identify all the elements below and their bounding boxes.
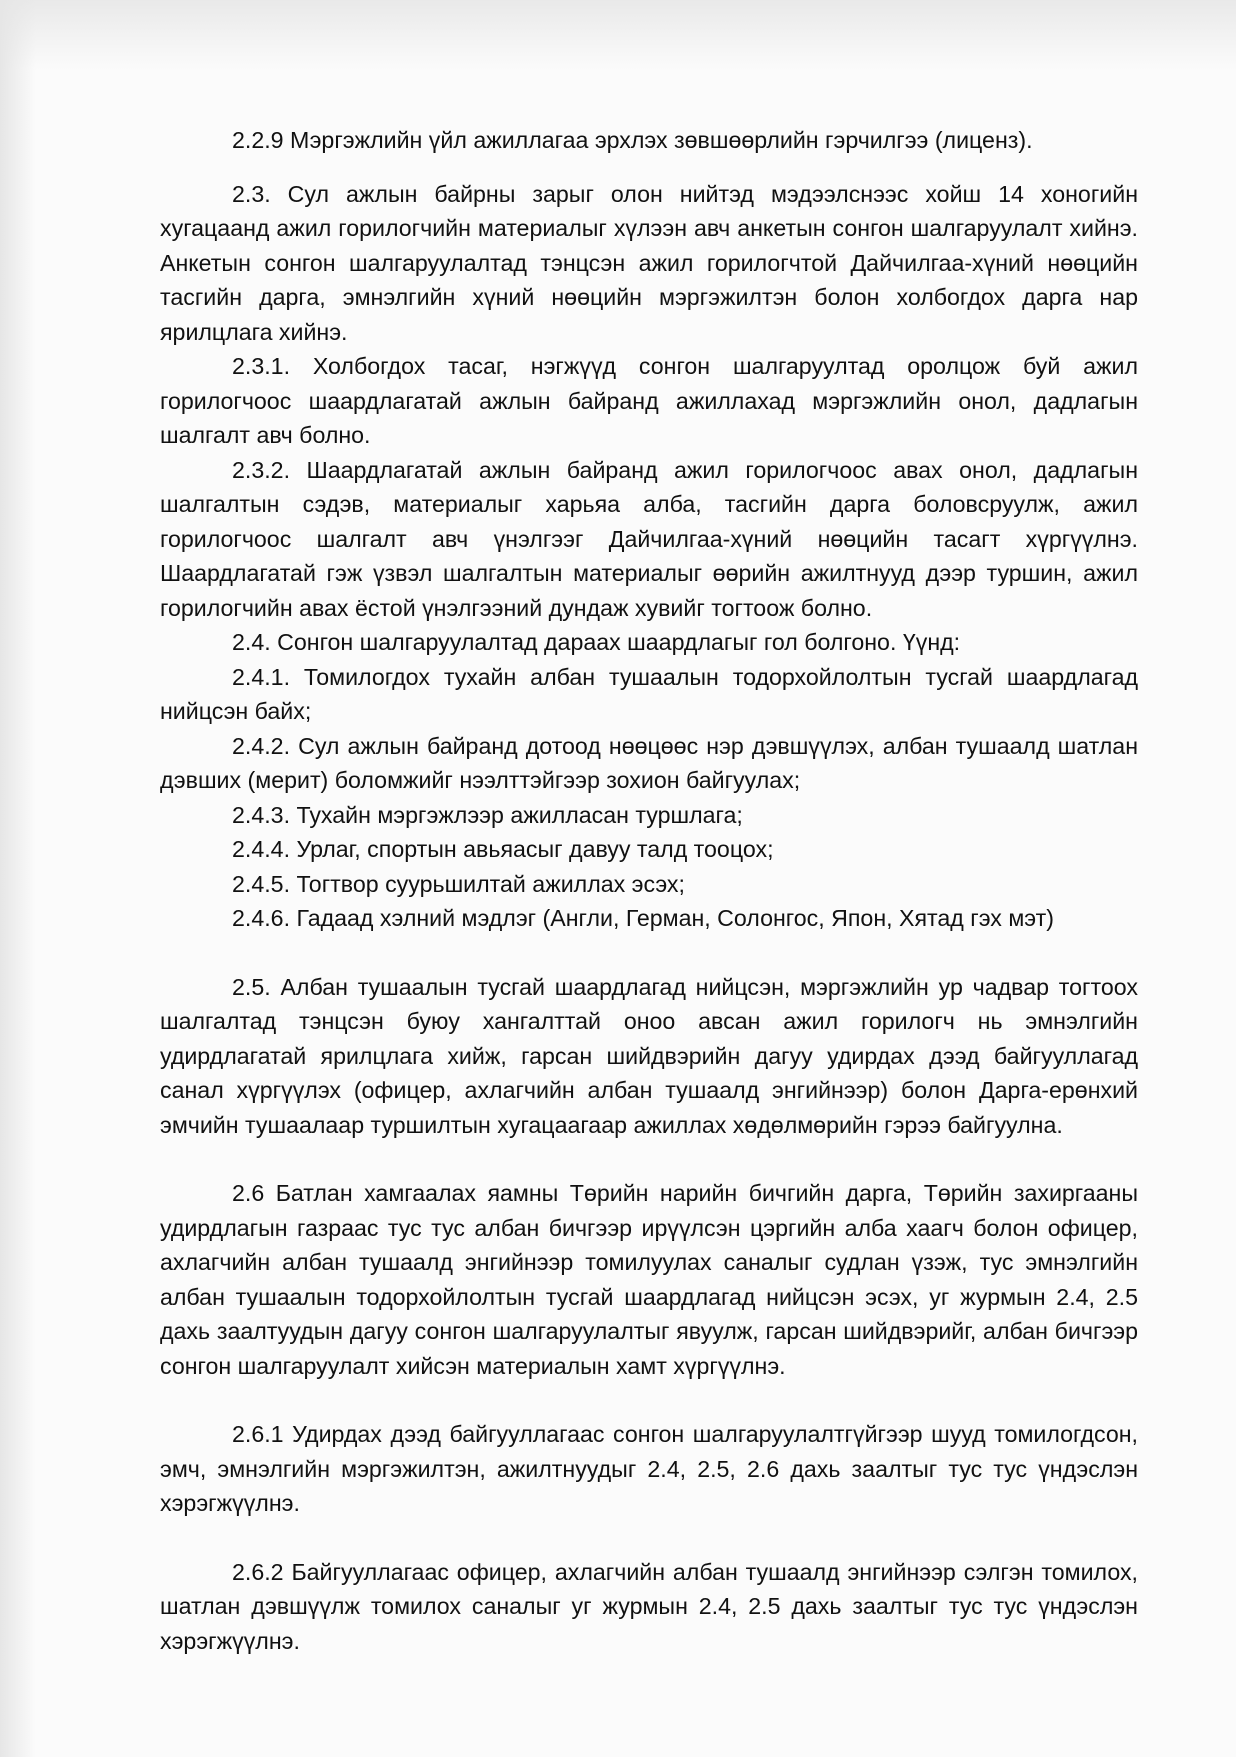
paragraph-2-5: 2.5. Албан тушаалын тусгай шаардлагад нийцсэн, мэргэжлийн ур чадвар тогтоох шалгалтад тэнцсэн буюу хангалттай оноо авсан ажил горилогч нь эмнэлгийн удирдлагатай ярилцлага хийж, гарсан шийдвэрийн дагуу удирдах дээд байгууллагад санал хүргүүлэх (офицер, ахлагчийн албан тушаалд энгийнээр) болон Дарга-ерөнхий эмчийн тушаалаар туршилтын хугацаагаар ажиллах хөдөлмөрийн гэрээ байгуулна. — [160, 973, 1138, 1138]
paragraph-2-4: 2.4. Сонгон шалгаруулалтад дараах шаардлагыг гол болгоно. Үүнд: — [232, 629, 961, 655]
paragraph-2-4-4: 2.4.4. Урлаг, спортын авьяасыг давуу талд тооцох; — [232, 836, 774, 862]
paragraph-2-4-1: 2.4.1. Томилогдох тухайн албан тушаалын тодорхойлолтын тусгай шаардлагад нийцсэн байх; — [160, 663, 1138, 724]
paragraph-2-4-6: 2.4.6. Гадаад хэлний мэдлэг (Англи, Герман, Солонгос, Япон, Хятад гэх мэт) — [232, 905, 1054, 931]
scan-shadow — [0, 0, 1236, 70]
paragraph-2-6-2: 2.6.2 Байгууллагаас офицер, ахлагчийн албан тушаалд энгийнээр сэлгэн томилох, шатлан дэвшүүлж томилох саналыг уг журмын 2.4, 2.5 дахь заалтыг тус тус үндэслэн хэрэгжүүлнэ. — [160, 1558, 1138, 1654]
paragraph-2-3: 2.3. Сул ажлын байрны зарыг олон нийтэд мэдээлснээс хойш 14 хоногийн хугацаанд ажил горилогчийн материалыг хүлээн авч анкетын сонгон шалгаруулалт хийнэ. Анкетын сонгон шалгаруулалтад тэнцсэн ажил горилогчтой Дайчилгаа-хүний нөөцийн тасгийн дарга, эмнэлгийн хүний нөөцийн мэргэжилтэн болон холбогдох дарга нар ярилцлага хийнэ. — [160, 180, 1138, 345]
paragraph-2-2-9: 2.2.9 Мэргэжлийн үйл ажиллагаа эрхлэх зөвшөөрлийн гэрчилгээ (лиценз). — [232, 127, 1033, 153]
paragraph-2-3-1: 2.3.1. Холбогдох тасаг, нэгжүүд сонгон шалгаруултад оролцож буй ажил горилогчоос шаардлагатай ажлын байранд ажиллахад мэргэжлийн онол, дадлагын шалгалт авч болно. — [160, 353, 1138, 448]
document-body — [160, 123, 1138, 1658]
paragraph-2-3-2: 2.3.2. Шаардлагатай ажлын байранд ажил горилогчоос авах онол, дадлагын шалгалтын сэдэв, материалыг харьяа алба, тасгийн дарга боловсруулж, ажил горилогчоос шалгалт авч үнэлгээг Дайчилгаа-хүний нөөцийн тасагт хүргүүлнэ. Шаардлагатай гэж үзвэл шалгалтын материалыг өөрийн ажилтнууд дээр туршин, ажил горилогчийн авах ёстой үнэлгээний дундаж хувийг тогтоож болно. — [160, 456, 1138, 621]
paragraph-2-6-1: 2.6.1 Удирдах дээд байгууллагаас сонгон шалгаруулалтгүйгээр шууд томилогдсон, эмч, эмнэлгийн мэргэжилтэн, ажилтнуудыг 2.4, 2.5, 2.6 дахь заалтыг тус тус үндэслэн хэрэгжүүлнэ. — [160, 1421, 1138, 1516]
paragraph-2-4-5: 2.4.5. Тогтвор суурьшилтай ажиллах эсэх; — [232, 870, 685, 897]
paragraph-2-6: 2.6 Батлан хамгаалах яамны Төрийн нарийн бичгийн дарга, Төрийн захиргааны удирдлагын газраас тус тус албан бичгээр ирүүлсэн цэргийн алба хаагч болон офицер, ахлагчийн албан тушаалд энгийнээр томилуулах саналыг судлан үзэж, тус эмнэлгийн албан тушаалын тодорхойлолтын тусгай шаардлагад нийцсэн эсэх, уг журмын 2.4, 2.5 дахь заалтуудын дагуу сонгон шалгаруулалтыг явуулж, гарсан шийдвэрийг, албан бичгээр сонгон шалгаруулалт хийсэн материалын хамт хүргүүлнэ. — [160, 1180, 1138, 1379]
paragraph-2-4-2: 2.4.2. Сул ажлын байранд дотоод нөөцөөс нэр дэвшүүлэх, албан тушаалд шатлан дэвших (мерит) боломжийг нээлттэйгээр зохион байгуулах; — [160, 732, 1138, 793]
paragraph-2-4-3: 2.4.3. Тухайн мэргэжлээр ажилласан туршлага; — [232, 801, 743, 828]
scan-shadow-left — [0, 0, 36, 1757]
